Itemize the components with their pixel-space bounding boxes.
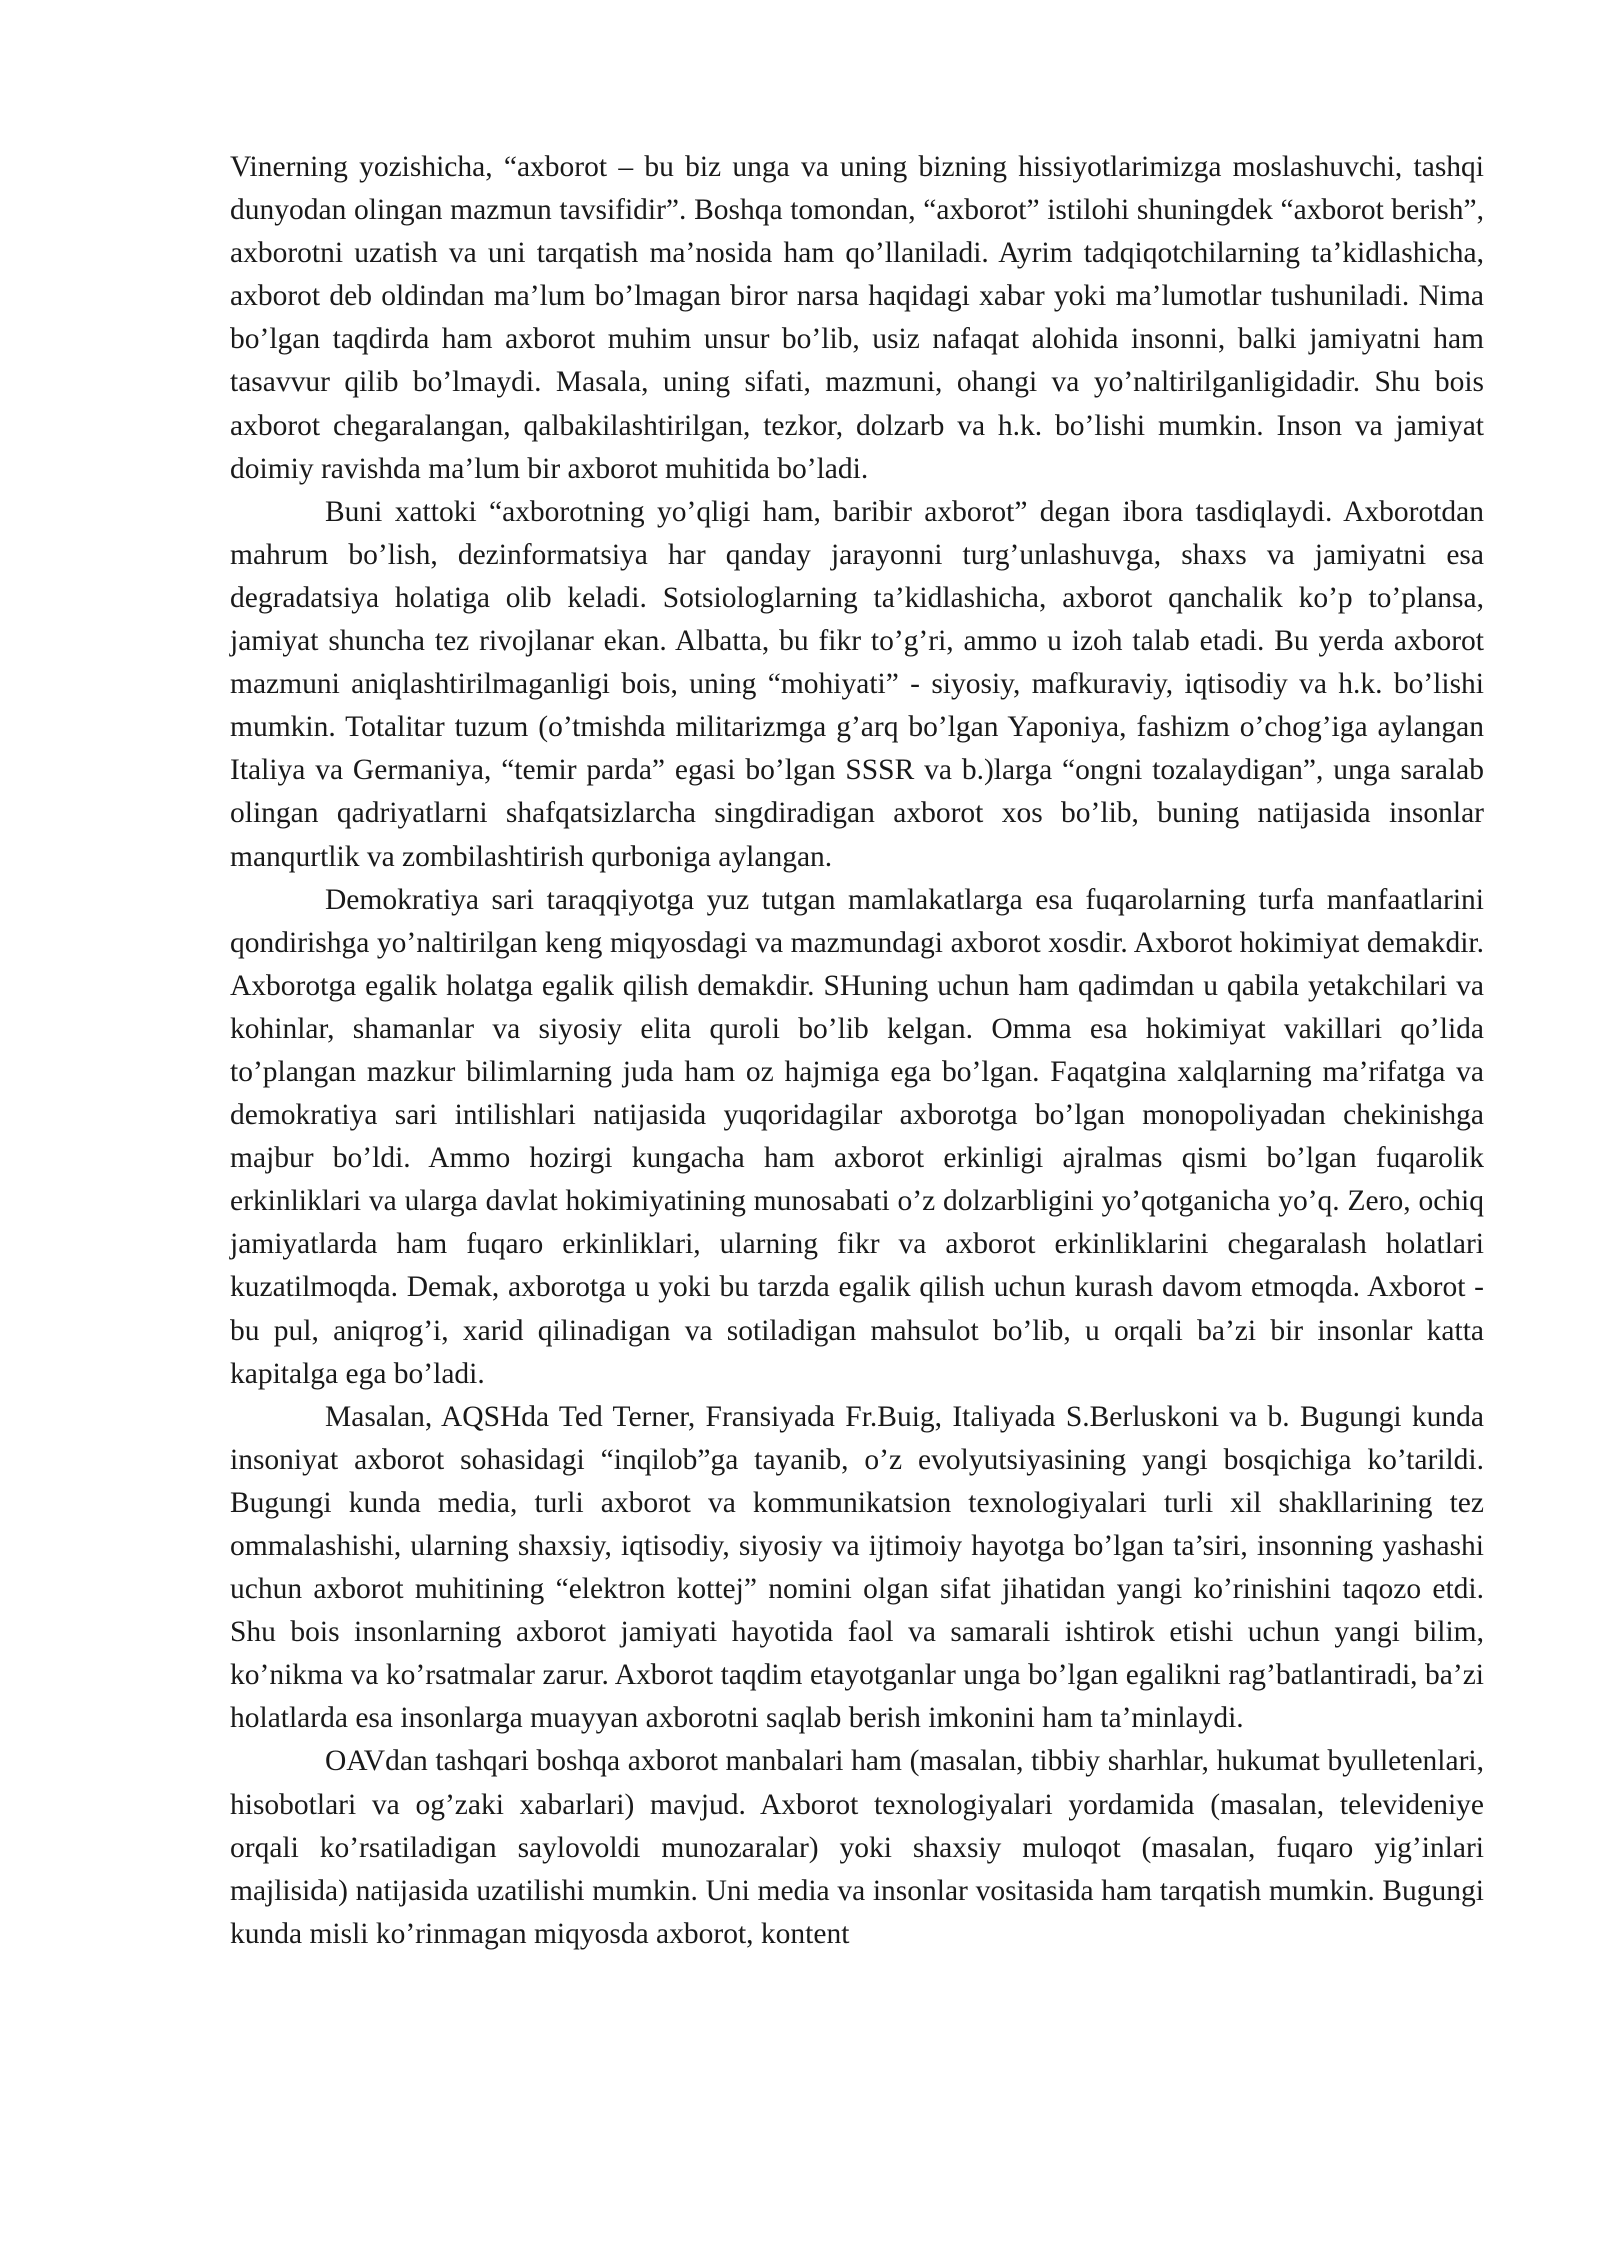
paragraph-1: Vinerning yozishicha, “axborot – bu biz unga va uning bizning hissiyotlarimizga moslashuvchi, tashqi dunyodan olingan mazmun tavsifidir”. Boshqa tomondan, “axborot” istilohi shuningdek “axborot berish”, axborotni uzatish va uni tarqatish ma’nosida ham qo’llaniladi. Ayrim tadqiqotchilarning ta’kidlashicha, axborot deb oldindan ma’lum bo’lmagan biror narsa haqidagi xabar yoki ma’lumotlar tushuniladi. Nima bo’lgan taqdirda ham axborot muhim unsur bo’lib, usiz nafaqat alohida insonni, balki jamiyatni ham tasavvur qilib bo’lmaydi. Masala, uning sifati, mazmuni, ohangi va yo’naltirilganligidadir. Shu bois axborot chegaralangan, qalbakilashtirilgan, tezkor, dolzarb va h.k. bo’lishi mumkin. Inson va jamiyat doimiy ravishda ma’lum bir axborot muhitida bo’ladi.	[230, 151, 1484, 485]
paragraph-4: Masalan, AQSHda Ted Terner, Fransiyada Fr.Buig, Italiyada S.Berluskoni va b. Bugungi kunda insoniyat axborot sohasidagi “inqilob”ga tayanib, o’z evolyutsiyasining yangi bosqichiga ko’tarildi. Bugungi kunda media, turli axborot va kommunikatsion texnologiyalari turli xil shakllarining tez ommalashishi, ularning shaxsiy, iqtisodiy, siyosiy va ijtimoiy hayotga bo’lgan ta’siri, insonning yashashi uchun axborot muhitining “elektron kottej” nomini olgan sifat jihatidan yangi ko’rinishini taqozo etdi. Shu bois insonlarning axborot jamiyati hayotida faol va samarali ishtirok etishi uchun yangi bilim, ko’nikma va ko’rsatmalar zarur. Axborot taqdim etayotganlar unga bo’lgan egalikni rag’batlantiradi, ba’zi holatlarda esa insonlarga muayyan axborotni saqlab berish imkonini ham ta’minlaydi.	[230, 1400, 1484, 1735]
document-page	[230, 146, 1484, 1956]
paragraph-5: OAVdan tashqari boshqa axborot manbalari ham (masalan, tibbiy sharhlar, hukumat byulletenlari, hisobotlari va og’zaki xabarlari) mavjud. Axborot texnologiyalari yordamida (masalan, televideniye orqali ko’rsatiladigan saylovoldi munozaralar) yoki shaxsiy muloqot (masalan, fuqaro yig’inlari majlisida) natijasida uzatilishi mumkin. Uni media va insonlar vositasida ham tarqatish mumkin. Bugungi kunda misli ko’rinmagan miqyosda axborot, kontent	[230, 1745, 1484, 1950]
paragraph-2: Buni xattoki “axborotning yo’qligi ham, baribir axborot” degan ibora tasdiqlaydi. Axborotdan mahrum bo’lish, dezinformatsiya har qanday jarayonni turg’unlashuvga, shaxs va jamiyatni esa degradatsiya holatiga olib keladi. Sotsiologlarning ta’kidlashicha, axborot qanchalik ko’p to’plansa, jamiyat shuncha tez rivojlanar ekan. Albatta, bu fikr to’g’ri, ammo u izoh talab etadi. Bu yerda axborot mazmuni aniqlashtirilmaganligi bois, uning “mohiyati” - siyosiy, mafkuraviy, iqtisodiy va h.k. bo’lishi mumkin. Totalitar tuzum (o’tmishda militarizmga g’arq bo’lgan Yaponiya, fashizm o’chog’iga aylangan Italiya va Germaniya, “temir parda” egasi bo’lgan SSSR va b.)larga “ongni tozalaydigan”, unga saralab olingan qadriyatlarni shafqatsizlarcha singdiradigan axborot xos bo’lib, buning natijasida insonlar manqurtlik va zombilashtirish qurboniga aylangan.	[230, 495, 1484, 873]
paragraph-3: Demokratiya sari taraqqiyotga yuz tutgan mamlakatlarga esa fuqarolarning turfa manfaatlarini qondirishga yo’naltirilgan keng miqyosdagi va mazmundagi axborot xosdir. Axborot hokimiyat demakdir. Axborotga egalik holatga egalik qilish demakdir. SHuning uchun ham qadimdan u qabila yetakchilari va kohinlar, shamanlar va siyosiy elita quroli bo’lib kelgan. Omma esa hokimiyat vakillari qo’lida to’plangan mazkur bilimlarning juda ham oz hajmiga ega bo’lgan. Faqatgina xalqlarning ma’rifatga va demokratiya sari intilishlari natijasida yuqoridagilar axborotga bo’lgan monopoliyadan chekinishga majbur bo’ldi. Ammo hozirgi kungacha ham axborot erkinligi ajralmas qismi bo’lgan fuqarolik erkinliklari va ularga davlat hokimiyatining munosabati o’z dolzarbligini yo’qotganicha yo’q. Zero, ochiq jamiyatlarda ham fuqaro erkinliklari, ularning fikr va axborot erkinliklarini chegaralash holatlari kuzatilmoqda. Demak, axborotga u yoki bu tarzda egalik qilish uchun kurash davom etmoqda. Axborot - bu pul, aniqrog’i, xarid qilinadigan va sotiladigan mahsulot bo’lib, u orqali ba’zi bir insonlar katta kapitalga ega bo’ladi.	[230, 883, 1484, 1390]
